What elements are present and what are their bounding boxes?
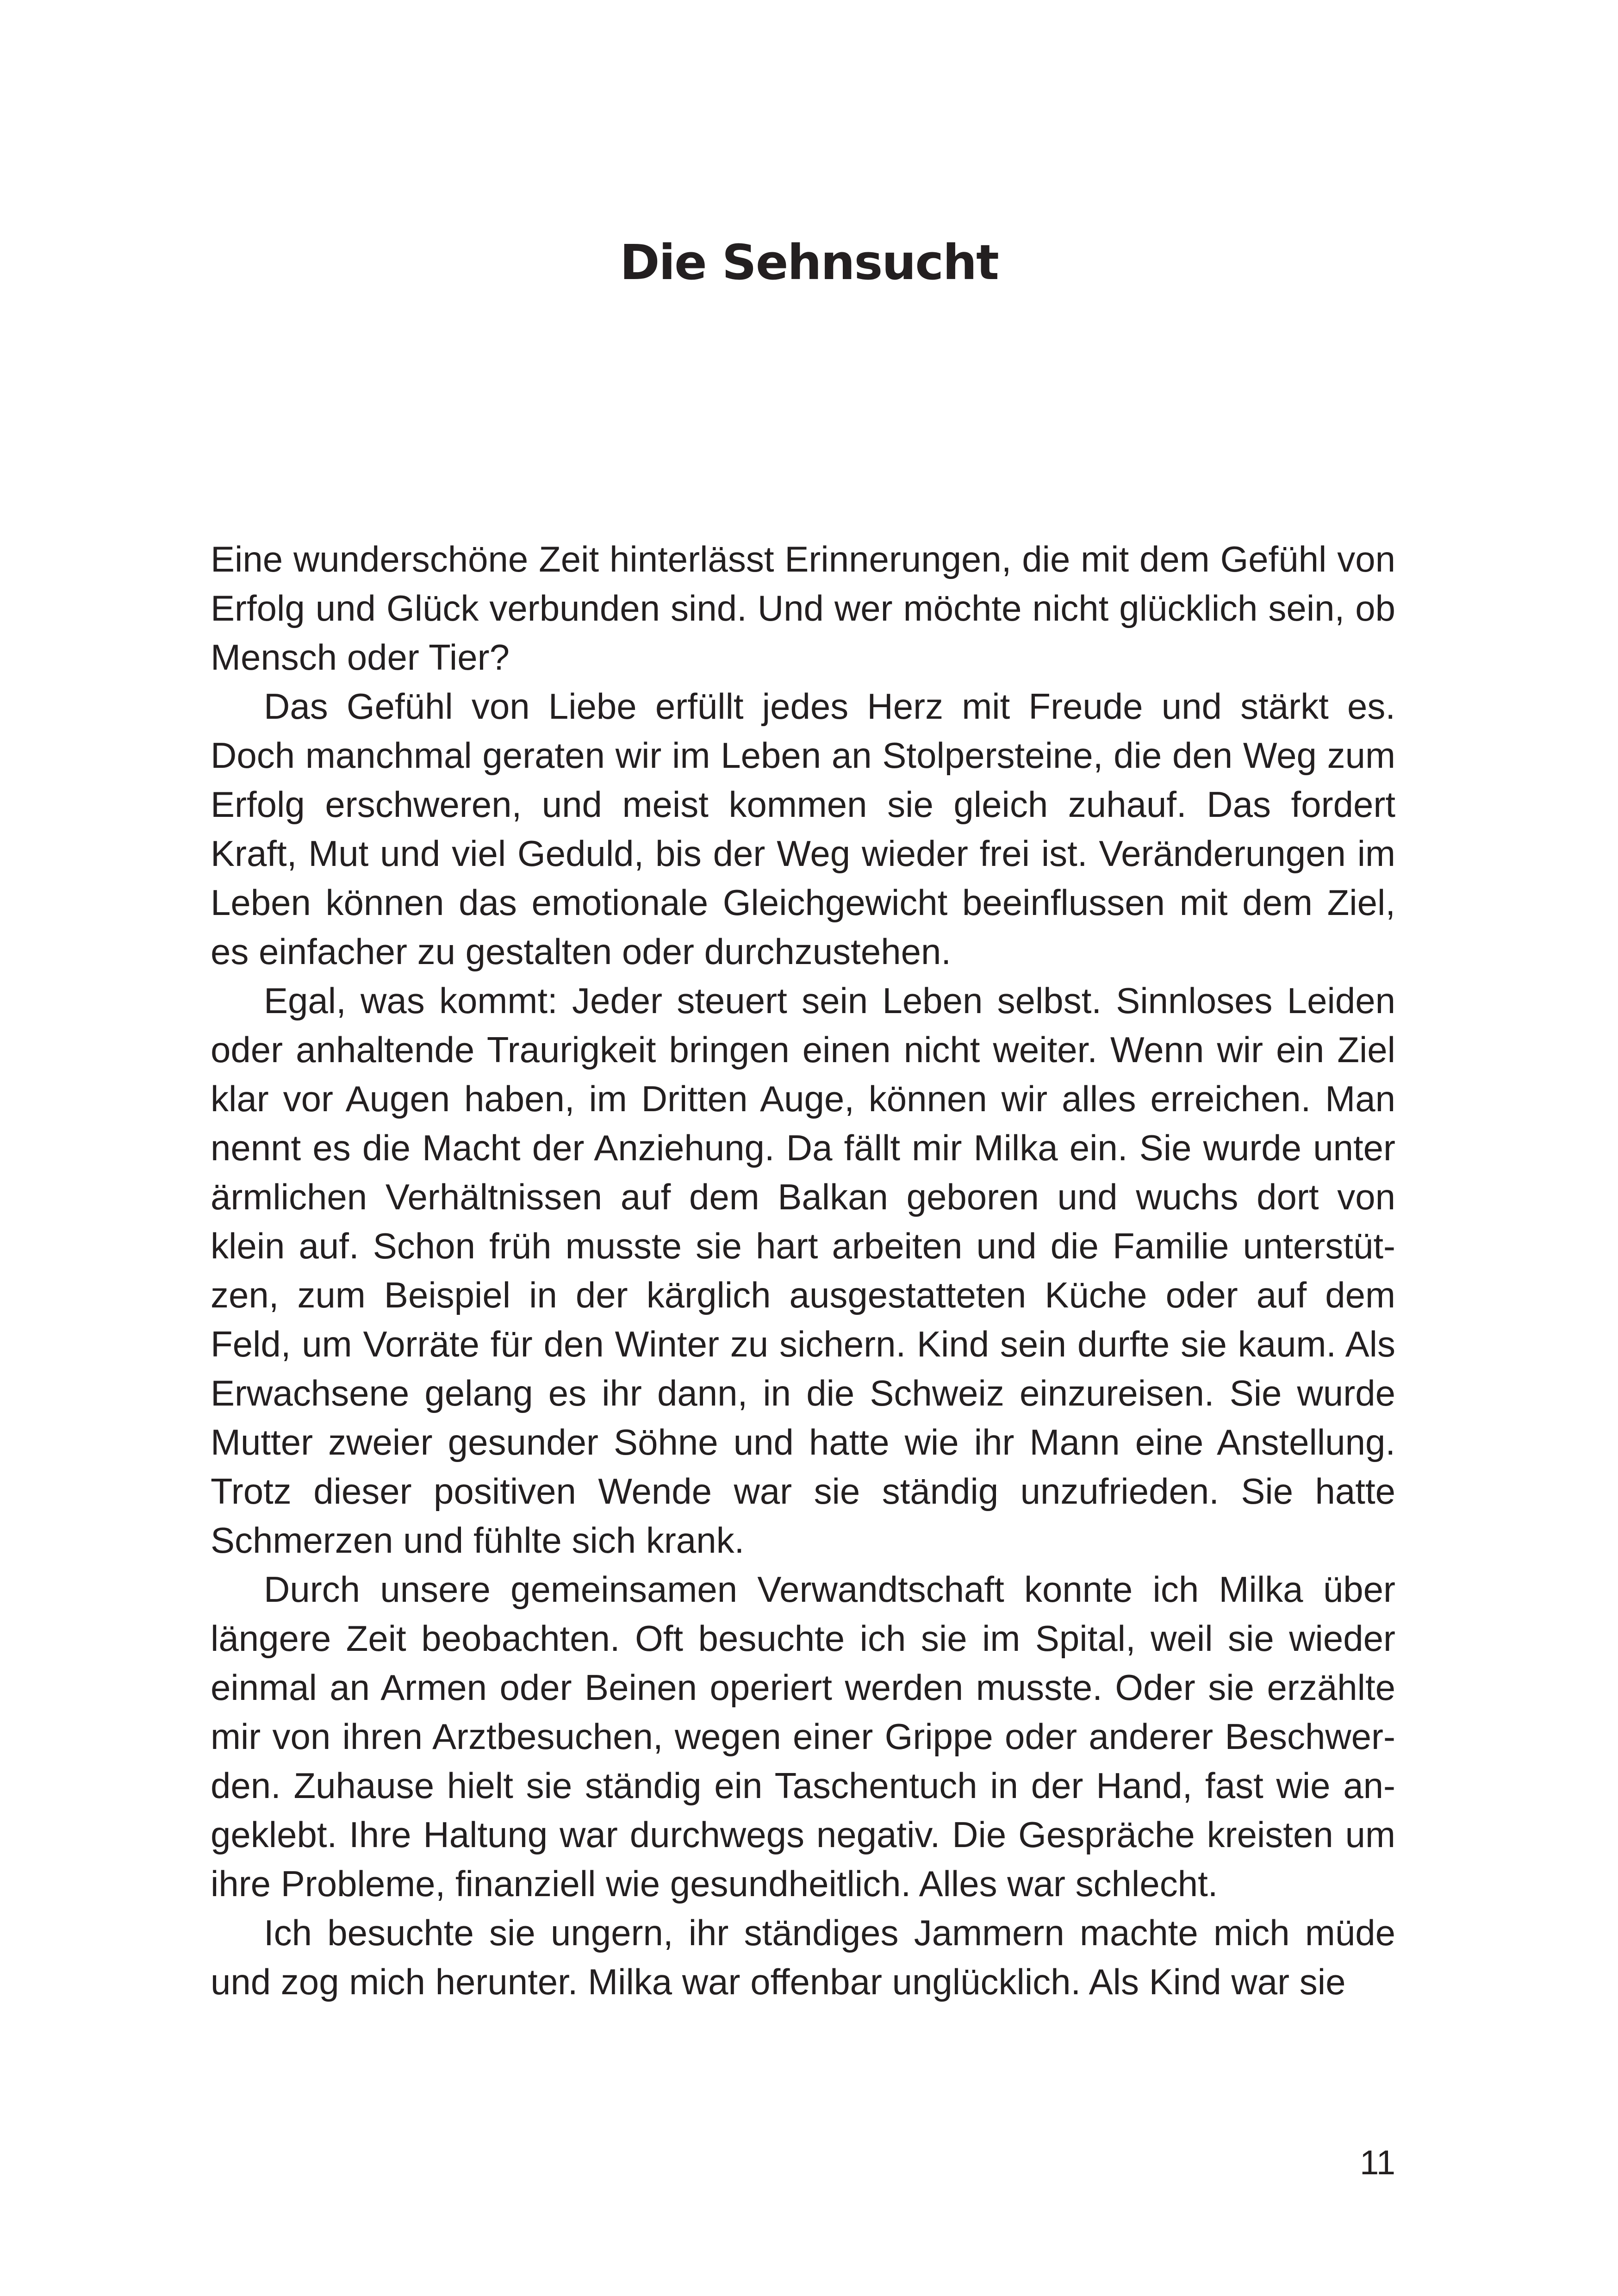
- chapter-body: [211, 535, 1395, 2006]
- paragraph: Eine wunderschöne Zeit hinterlässt Erinnerungen, die mit dem Gefühl von Erfolg und Glück verbunden sind. Und wer möchte nicht glücklich sein, ob Mensch oder Tier?: [211, 539, 1395, 678]
- paragraph: Ich besuchte sie ungern, ihr ständiges Jammern machte mich müde und zog mich herunter. Milka war offenbar unglücklich. Als Kind war sie: [211, 1912, 1395, 2002]
- paragraph: Egal, was kommt: Jeder steuert sein Leben selbst. Sinnloses Leiden oder anhaltende Traurigkeit bringen einen nicht weiter. Wenn wir ein Ziel klar vor Augen haben, im Dritten Auge, können wir alles erreichen. Man nennt es die Macht der Anziehung. Da fällt mir Milka ein. Sie wurde unter ärmlichen Verhältnissen auf dem Balkan geboren und wuchs dort von klein auf. Schon früh musste sie hart arbeiten und die Familie unterstützen, zum Beispiel in der kärglich ausgestatteten Küche oder auf dem Feld, um Vorräte für den Winter zu sichern. Kind sein durfte sie kaum. Als Erwachsene gelang es ihr dann, in die Schweiz einzureisen. Sie wurde Mutter zweier gesunder Söhne und hatte wie ihr Mann eine Anstellung. Trotz dieser positiven Wende war sie ständig unzufrieden. Sie hatte Schmerzen und fühlte sich krank.: [211, 980, 1395, 1561]
- page-number: 11: [1360, 2143, 1395, 2182]
- paragraph: Durch unsere gemeinsamen Verwandtschaft konnte ich Milka über längere Zeit beobachten. Oft besuchte ich sie im Spital, weil sie wieder einmal an Armen oder Beinen operiert werden musste. Oder sie erzählte mir von ihren Arztbesuchen, wegen einer Grippe oder anderer Beschwerden. Zuhause hielt sie ständig ein Taschentuch in der Hand, fast wie angeklebt. Ihre Haltung war durchwegs negativ. Die Gespräche kreisten um ihre Probleme, finanziell wie gesundheitlich. Alles war schlecht.: [211, 1569, 1395, 1904]
- chapter-title: Die Sehnsucht: [620, 234, 998, 291]
- paragraph: Das Gefühl von Liebe erfüllt jedes Herz mit Freude und stärkt es. Doch manchmal geraten wir im Leben an Stolpersteine, die den Weg zum Erfolg erschweren, und meist kommen sie gleich zuhauf. Das fordert Kraft, Mut und viel Geduld, bis der Weg wieder frei ist. Veränderungen im Leben können das emotionale Gleichgewicht beeinflussen mit dem Ziel, es einfacher zu gestalten oder durchzustehen.: [211, 686, 1395, 972]
